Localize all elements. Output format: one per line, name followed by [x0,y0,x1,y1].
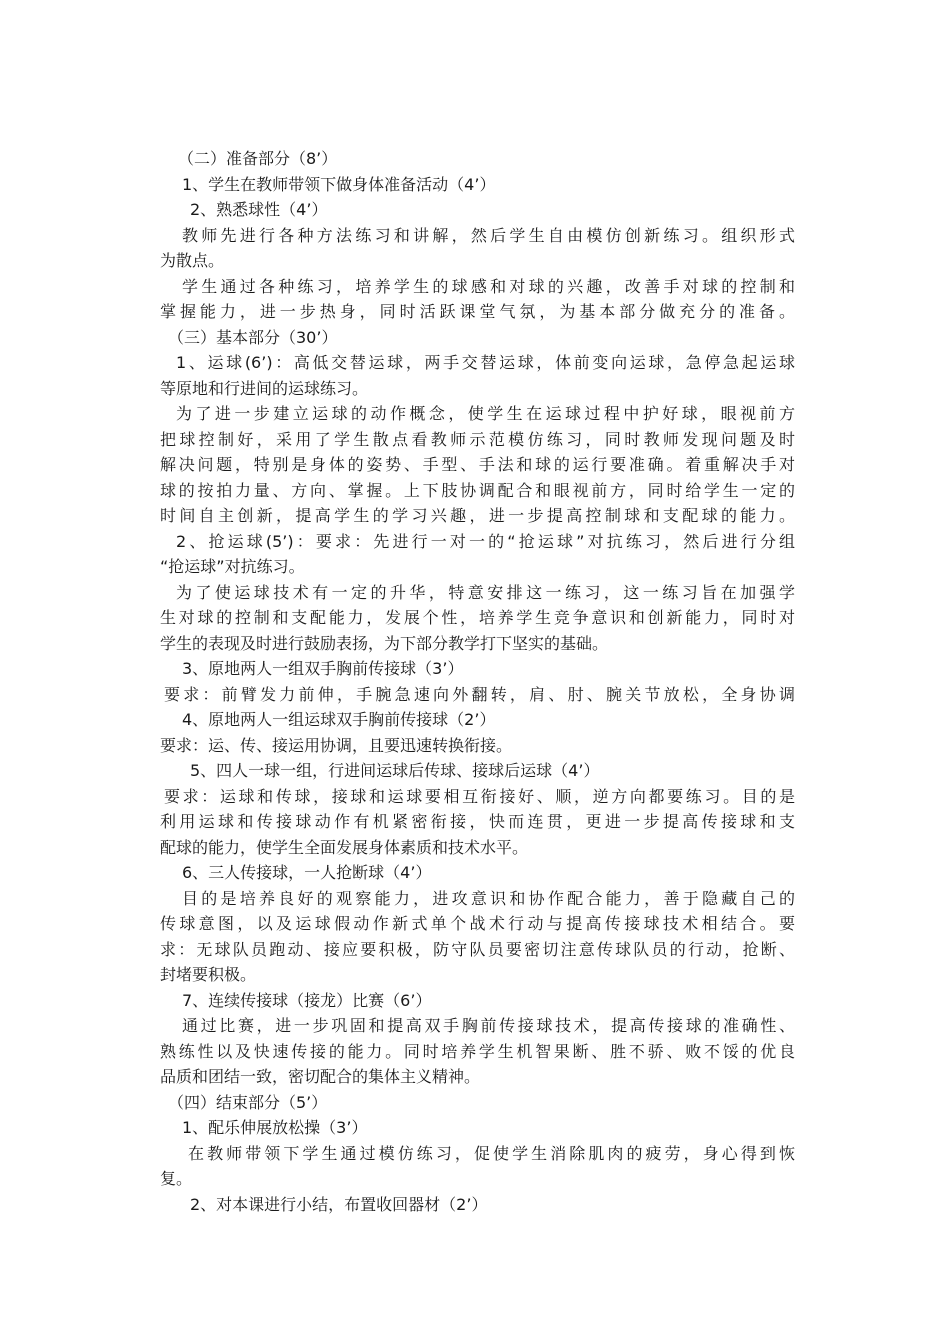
text-line: 利用运球和传接球动作有机紧密衔接，快而连贯，更进一步提高传接球和支 [160,812,795,831]
text-line: 1、学生在教师带领下做身体准备活动（4’） [182,174,496,194]
text-line: 4、原地两人一组运球双手胸前传接球（2’） [182,710,496,729]
text-line: 配球的能力，使学生全面发展身体素质和技术水平。 [160,837,529,857]
text-line: 品质和团结一致，密切配合的集体主义精神。 [160,1067,481,1086]
text-line: 等原地和行进间的运球练习。 [160,378,369,398]
text-line: 学生通过各种练习，培养学生的球感和对球的兴趣，改善手对球的控制和 [182,276,795,296]
text-line: 时间自主创新，提高学生的学习兴趣，进一步提高控制球和支配球的能力。 [160,506,795,525]
text-line: 2、抢运球(5’)：要求：先进行一对一的“抢运球”对抗练习，然后进行分组 [176,531,795,551]
text-line: 1、运球(6’)：高低交替运球，两手交替运球，体前变向运球，急停急起运球 [176,353,795,372]
text-line: 目的是培养良好的观察能力，进攻意识和协作配合能力，善于隐藏自己的 [182,888,795,908]
text-line: 掌握能力，进一步热身，同时活跃课堂气氛，为基本部分做充分的准备。 [160,302,795,321]
text-line: 球的按拍力量、方向、掌握。上下肢协调配合和眼视前方，同时给学生一定的 [160,480,795,500]
text-line: 通过比赛，进一步巩固和提高双手胸前传接球技术，提高传接球的准确性、 [182,1016,795,1035]
text-line: 为了使运球技术有一定的升华，特意安排这一练习，这一练习旨在加强学 [176,582,795,602]
text-line: 要求：运球和传球，接球和运球要相互衔接好、顺，逆方向都要练习。目的是 [164,786,795,806]
text-line: 2、熟悉球性（4’） [190,200,328,219]
text-line: （四）结束部分（5’） [168,1092,328,1112]
text-line: 为散点。 [160,251,225,270]
text-line: 传球意图，以及运球假动作新式单个战术行动与提高传接球技术相结合。要 [160,914,795,933]
text-line: 学生的表现及时进行鼓励表扬，为下部分教学打下坚实的基础。 [160,633,609,653]
text-line: 3、原地两人一组双手胸前传接球（3’） [182,659,464,678]
text-line: 要求：前臂发力前伸，手腕急速向外翻转，肩、肘、腕关节放松，全身协调 [164,684,795,704]
document-body [160,146,795,1217]
text-line: “抢运球”对抗练习。 [160,557,305,576]
text-line: 为了进一步建立运球的动作概念，使学生在运球过程中护好球，眼视前方 [176,404,795,423]
text-line: 在教师带领下学生通过模仿练习，促使学生消除肌肉的疲劳，身心得到恢 [188,1143,795,1163]
text-line: （二）准备部分（8’） [178,149,338,168]
text-line: 求：无球队员跑动、接应要积极，防守队员要密切注意传球队员的行动，抢断、 [160,939,795,959]
text-line: 6、三人传接球，一人抢断球（4’） [182,863,432,882]
text-line: 熟练性以及快速传接的能力。同时培养学生机智果断、胜不骄、败不馁的优良 [160,1041,795,1061]
text-line: 把球控制好，采用了学生散点看教师示范模仿练习，同时教师发现问题及时 [160,429,795,449]
text-line: （三）基本部分（30’） [168,327,338,347]
text-line: 2、对本课进行小结，布置收回器材（2’） [190,1194,488,1214]
text-line: 教师先进行各种方法练习和讲解，然后学生自由模仿创新练习。组织形式 [182,225,795,245]
text-line: 封堵要积极。 [160,965,257,984]
text-line: 生对球的控制和支配能力，发展个性，培养学生竞争意识和创新能力，同时对 [160,608,795,627]
text-line: 7、连续传接球（接龙）比赛（6’） [182,990,432,1010]
text-line: 要求：运、传、接运用协调，且要迅速转换衔接。 [160,735,513,755]
text-line: 复。 [160,1169,193,1188]
text-line: 1、配乐伸展放松操（3’） [182,1118,368,1137]
text-line: 解决问题，特别是身体的姿势、手型、手法和球的运行要准确。着重解决手对 [160,455,795,474]
text-line: 5、四人一球一组，行进间运球后传球、接球后运球（4’） [190,761,600,780]
